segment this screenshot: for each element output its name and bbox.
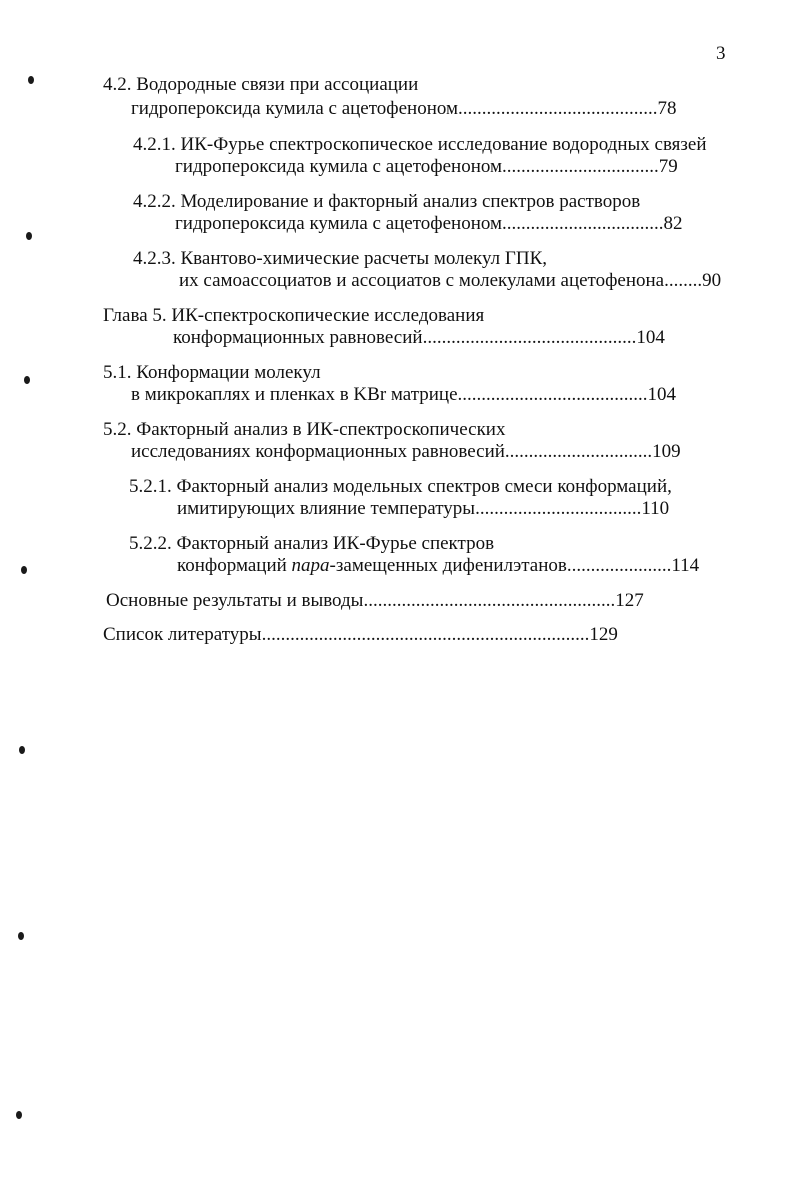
toc-entry-page-line: исследованиях конформационных равновесий...............................109 <box>131 441 681 462</box>
toc-entry-title: 4.2.3. Квантово-химические расчеты молекул ГПК, <box>133 248 548 269</box>
toc-entry-page-line: имитирующих влияние температуры...................................110 <box>177 498 670 519</box>
toc-entry-title: 5.2. Факторный анализ в ИК-спектроскопических <box>103 419 506 440</box>
margin-hole <box>21 566 27 574</box>
toc-entry-title: 4.2.2. Моделирование и факторный анализ спектров растворов <box>133 191 641 212</box>
toc-entry-title: 5.2.1. Факторный анализ модельных спектров смеси конформаций, <box>129 476 672 497</box>
margin-hole <box>18 932 24 940</box>
page-number: 3 <box>716 43 726 64</box>
toc-entry-title: 4.2. Водородные связи при ассоциации <box>103 74 419 95</box>
margin-hole <box>26 232 32 240</box>
toc-entry-title: 4.2.1. ИК-Фурье спектроскопическое исследование водородных связей <box>133 134 707 155</box>
toc-entry-page-line: их самоассоциатов и ассоциатов с молекулами ацетофенона........90 <box>179 270 722 291</box>
toc-entry-title: 5.1. Конформации молекул <box>103 362 321 383</box>
toc-entry-page-line: Список литературы.....................................................................129 <box>103 624 618 645</box>
margin-hole <box>19 746 25 754</box>
toc-entry-page-line: Основные результаты и выводы.....................................................127 <box>106 590 644 611</box>
toc-entry-title: 5.2.2. Факторный анализ ИК-Фурье спектров <box>129 533 495 554</box>
toc-entry-page-line: конформационных равновесий.............................................104 <box>173 327 665 348</box>
toc-entry-page-line: гидропероксида кумила с ацетофеноном..................................82 <box>175 213 683 234</box>
toc-entry-page-line: гидропероксида кумила с ацетофеноном..........................................78 <box>131 98 677 119</box>
margin-hole <box>24 376 30 384</box>
margin-hole <box>16 1111 22 1119</box>
toc-entry-page-line: в микрокаплях и пленках в KBr матрице........................................104 <box>131 384 677 405</box>
toc-entry-title: Глава 5. ИК-спектроскопические исследования <box>103 305 485 326</box>
toc-entry-page-line: гидропероксида кумила с ацетофеноном.................................79 <box>175 156 678 177</box>
margin-hole <box>28 76 34 84</box>
toc-entry-page-line: конформаций пара-замещенных дифенилэтанов......................114 <box>177 555 700 576</box>
